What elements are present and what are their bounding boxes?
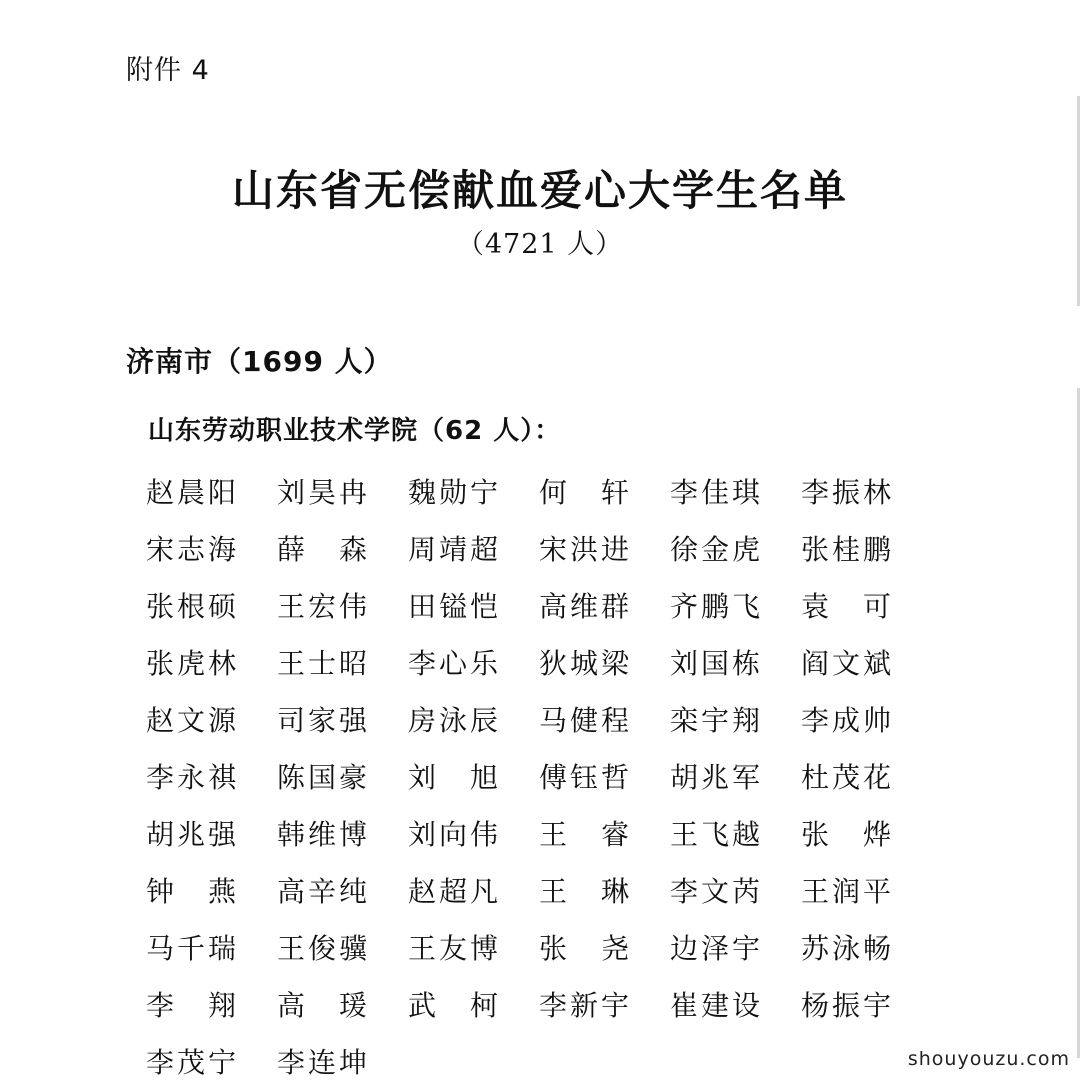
student-name: 李 翔 bbox=[146, 988, 240, 1022]
city-heading: 济南市（1699 人） bbox=[126, 345, 393, 378]
name-row bbox=[146, 519, 946, 576]
student-name: 张虎林 bbox=[146, 646, 240, 680]
student-name: 栾宇翔 bbox=[670, 703, 764, 737]
student-name: 高维群 bbox=[539, 589, 633, 623]
name-row bbox=[146, 462, 946, 519]
student-name: 房泳辰 bbox=[408, 703, 502, 737]
total-count: （4721 人） bbox=[456, 229, 624, 260]
student-name: 张桂鹏 bbox=[801, 532, 895, 566]
student-name: 高 瑗 bbox=[277, 988, 371, 1022]
student-name: 崔建设 bbox=[670, 988, 764, 1022]
student-name: 马千瑞 bbox=[146, 931, 240, 965]
student-name: 王润平 bbox=[801, 874, 895, 908]
school-heading: 山东劳动职业技术学院（62 人）： bbox=[148, 416, 562, 446]
name-row bbox=[146, 918, 946, 975]
name-row bbox=[146, 747, 946, 804]
student-name: 钟 燕 bbox=[146, 874, 240, 908]
student-name: 张根硕 bbox=[146, 589, 240, 623]
student-name: 狄城梁 bbox=[539, 646, 633, 680]
student-name: 杨振宇 bbox=[801, 988, 895, 1022]
student-name: 袁 可 bbox=[801, 589, 895, 623]
student-name: 高辛纯 bbox=[277, 874, 371, 908]
student-name: 何 轩 bbox=[539, 475, 633, 509]
student-name: 边泽宇 bbox=[670, 931, 764, 965]
student-name: 李成帅 bbox=[801, 703, 895, 737]
student-name: 王宏伟 bbox=[277, 589, 371, 623]
student-name: 王友博 bbox=[408, 931, 502, 965]
name-row bbox=[146, 804, 946, 861]
student-name: 李连坤 bbox=[277, 1045, 371, 1079]
student-name: 陈国豪 bbox=[277, 760, 371, 794]
student-name: 赵文源 bbox=[146, 703, 240, 737]
student-name: 王飞越 bbox=[670, 817, 764, 851]
student-name: 宋洪进 bbox=[539, 532, 633, 566]
student-name: 杜茂花 bbox=[801, 760, 895, 794]
student-name: 李永祺 bbox=[146, 760, 240, 794]
student-name: 李振林 bbox=[801, 475, 895, 509]
student-name: 司家强 bbox=[277, 703, 371, 737]
student-name: 田镒恺 bbox=[408, 589, 502, 623]
student-name: 刘 旭 bbox=[408, 760, 502, 794]
student-name: 傅钰哲 bbox=[539, 760, 633, 794]
name-row bbox=[146, 975, 946, 1032]
name-row bbox=[146, 861, 946, 918]
name-row bbox=[146, 633, 946, 690]
student-name: 王 琳 bbox=[539, 874, 633, 908]
student-name: 王俊骥 bbox=[277, 931, 371, 965]
document-title: 山东省无偿献血爱心大学生名单 bbox=[231, 166, 848, 215]
student-name: 徐金虎 bbox=[670, 532, 764, 566]
student-name: 胡兆军 bbox=[670, 760, 764, 794]
name-row bbox=[146, 576, 946, 633]
student-name: 胡兆强 bbox=[146, 817, 240, 851]
name-row bbox=[146, 690, 946, 747]
student-name: 赵晨阳 bbox=[146, 475, 240, 509]
student-name: 周靖超 bbox=[408, 532, 502, 566]
student-name: 李心乐 bbox=[408, 646, 502, 680]
student-name: 李茂宁 bbox=[146, 1045, 240, 1079]
student-name: 王 睿 bbox=[539, 817, 633, 851]
name-list bbox=[146, 462, 946, 1089]
watermark: shouyouzu.com bbox=[902, 1046, 1076, 1072]
student-name: 魏勋宁 bbox=[408, 475, 502, 509]
student-name: 赵超凡 bbox=[408, 874, 502, 908]
name-row bbox=[146, 1032, 946, 1089]
student-name: 刘昊冉 bbox=[277, 475, 371, 509]
student-name: 李佳琪 bbox=[670, 475, 764, 509]
student-name: 王士昭 bbox=[277, 646, 371, 680]
student-name: 李文芮 bbox=[670, 874, 764, 908]
student-name: 宋志海 bbox=[146, 532, 240, 566]
student-name: 张 尧 bbox=[539, 931, 633, 965]
student-name: 薛 森 bbox=[277, 532, 371, 566]
student-name: 苏泳畅 bbox=[801, 931, 895, 965]
student-name: 李新宇 bbox=[539, 988, 633, 1022]
student-name: 张 烨 bbox=[801, 817, 895, 851]
student-name: 刘向伟 bbox=[408, 817, 502, 851]
student-name: 齐鹏飞 bbox=[670, 589, 764, 623]
student-name: 阎文斌 bbox=[801, 646, 895, 680]
student-name: 韩维博 bbox=[277, 817, 371, 851]
attachment-label: 附件 4 bbox=[126, 55, 210, 86]
student-name: 马健程 bbox=[539, 703, 633, 737]
student-name: 武 柯 bbox=[408, 988, 502, 1022]
student-name: 刘国栋 bbox=[670, 646, 764, 680]
